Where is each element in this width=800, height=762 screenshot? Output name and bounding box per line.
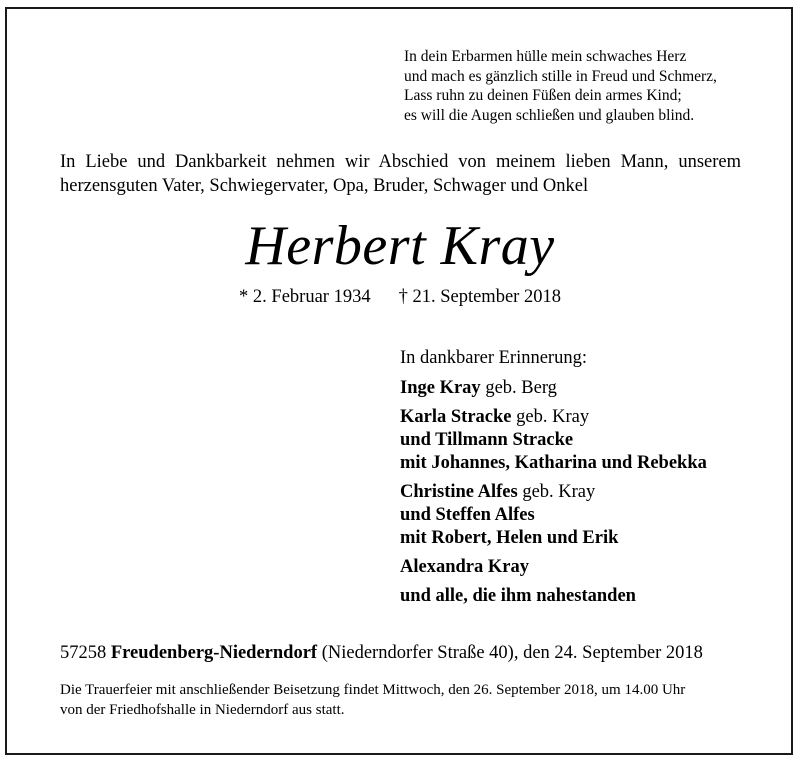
- mourners-list: [400, 347, 707, 614]
- place-name: Freudenberg-Niederndorf: [110, 643, 318, 663]
- mourner-line: [400, 556, 707, 579]
- mourner-name: Alexandra Kray: [400, 557, 529, 577]
- place-and-date: [60, 641, 741, 665]
- postcode: 57258: [60, 643, 111, 663]
- farewell-text: [60, 150, 741, 198]
- mourner-line: [400, 481, 707, 504]
- mourner-name: Inge Kray: [400, 378, 481, 398]
- poem-line: und mach es gänzlich stille in Freud und Schmerz,: [404, 67, 717, 85]
- mourner-group: [400, 585, 707, 608]
- life-dates: [0, 285, 800, 309]
- mourner-line: [400, 406, 707, 429]
- address-and-date: (Niederndorfer Straße 40), den 24. September 2018: [317, 643, 703, 663]
- maiden-name: geb. Berg: [480, 378, 557, 398]
- funeral-note: [60, 681, 741, 720]
- mourner-partner: und Steffen Alfes: [400, 505, 535, 525]
- mourners-others: und alle, die ihm nahestanden: [400, 586, 636, 606]
- birth-date: * 2. Februar 1934: [239, 287, 371, 307]
- funeral-note-line: von der Friedhofshalle in Niederndorf aus statt.: [60, 701, 345, 718]
- poem-line: Lass ruhn zu deinen Füßen dein armes Kind;: [404, 87, 682, 104]
- mourner-name: Christine Alfes: [400, 482, 518, 502]
- poem-line: es will die Augen schließen und glauben blind.: [404, 106, 695, 124]
- mourner-name: Karla Stracke: [400, 407, 512, 427]
- mourner-children: mit Robert, Helen und Erik: [400, 528, 619, 548]
- mourner-group: [400, 481, 707, 550]
- poem-line: In dein Erbarmen hülle mein schwaches Herz: [404, 48, 687, 65]
- deceased-name: Herbert Kray: [245, 215, 555, 277]
- maiden-name: geb. Kray: [511, 407, 590, 427]
- mourner-line: [400, 377, 707, 400]
- mourner-children: mit Johannes, Katharina und Rebekka: [400, 453, 707, 473]
- mourners-heading: In dankbarer Erinnerung:: [400, 348, 587, 368]
- farewell-line-1: In Liebe und Dankbarkeit nehmen wir Abschied von meinem lieben Mann, unserem: [60, 152, 741, 172]
- poem: [404, 47, 717, 125]
- maiden-name: geb. Kray: [517, 482, 596, 502]
- mourner-partner: und Tillmann Stracke: [400, 430, 574, 450]
- death-date: † 21. September 2018: [398, 287, 561, 307]
- mourner-group: [400, 406, 707, 475]
- farewell-line-2: herzensguten Vater, Schwiegervater, Opa, Bruder, Schwager und Onkel: [60, 176, 589, 196]
- mourner-group: [400, 377, 707, 400]
- funeral-note-line: Die Trauerfeier mit anschließender Beisetzung findet Mittwoch, den 26. September 2018, um 14.00 Uhr: [60, 682, 686, 698]
- mourner-group: [400, 556, 707, 579]
